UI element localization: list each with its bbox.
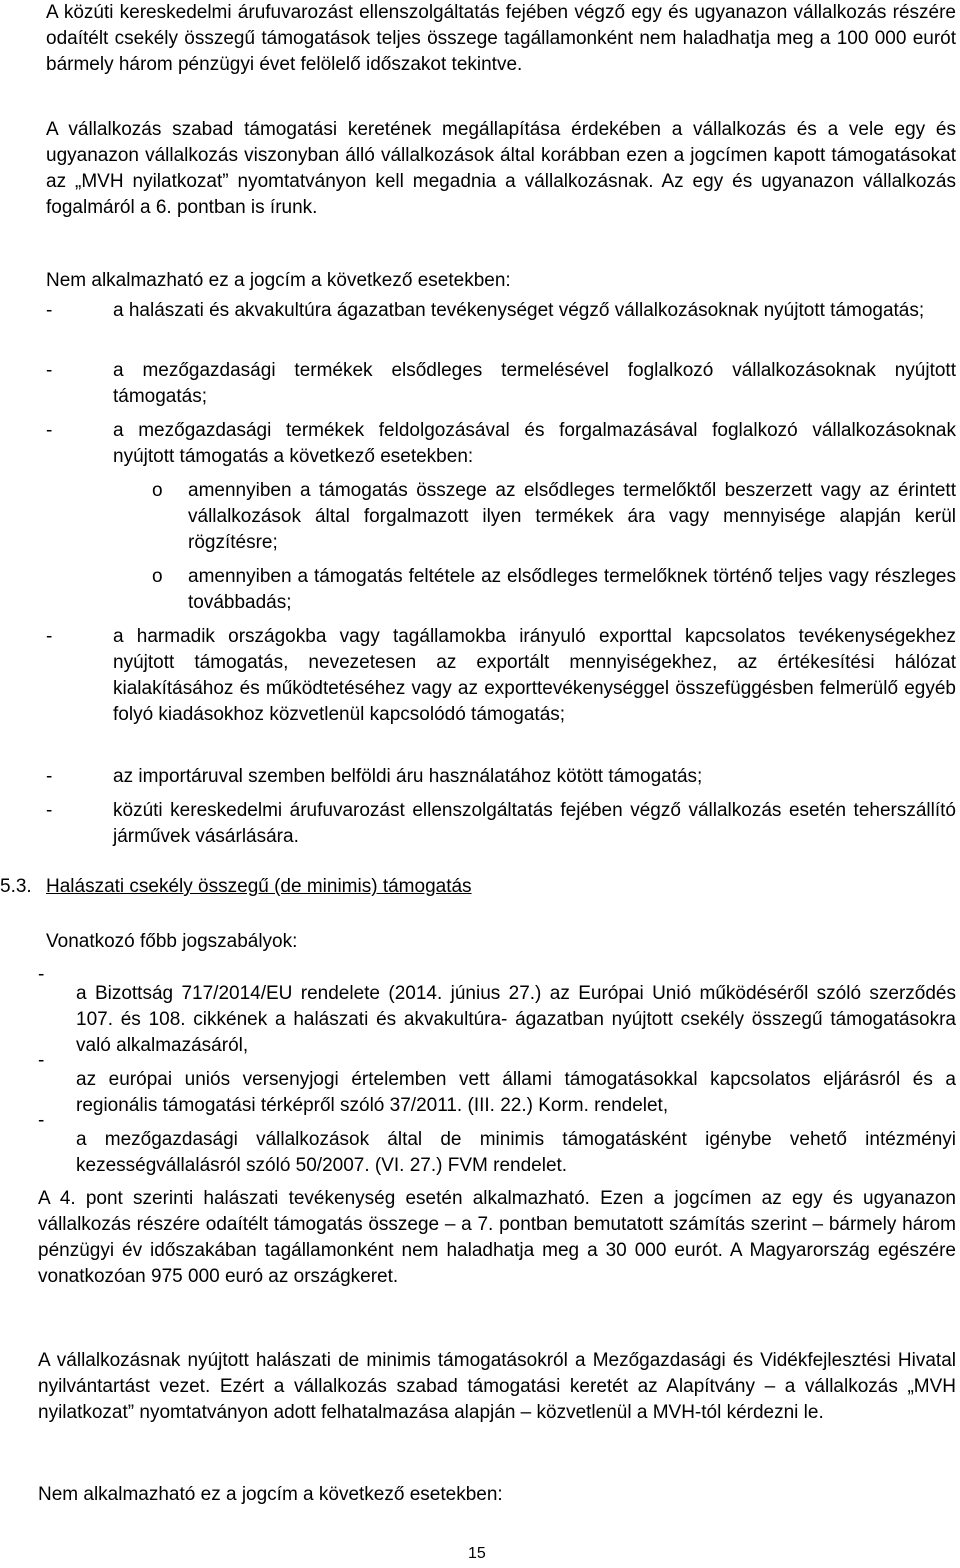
section-number: 5.3.	[0, 876, 32, 897]
list-dash: -	[46, 300, 53, 321]
sub-list-item: amennyiben a támogatás feltétele az elsődleges termelőknek történő teljes vagy részleges továbbadás;	[188, 566, 956, 613]
law-item: az európai uniós versenyjogi értelemben vett állami támogatásokkal kapcsolatos eljárásról és a regionális támogatási térképről szóló 37/2011. (III. 22.) Korm. rendelet,	[76, 1069, 956, 1116]
paragraph-exclusions-intro: Nem alkalmazható ez a jogcím a következő esetekben:	[38, 1484, 503, 1505]
list-item: az importáruval szemben belföldi áru használatához kötött támogatás;	[113, 766, 703, 787]
sub-bullet: o	[152, 480, 163, 501]
sub-list-item: amennyiben a támogatás összege az elsődleges termelőktől beszerzett vagy az érintett vállalkozások által forgalmazott ilyen termékek ára vagy mennyisége alapján kerül rögzítésre;	[188, 480, 956, 553]
paragraph-registry: A vállalkozásnak nyújtott halászati de minimis támogatásokról a Mezőgazdasági és Vidékfejlesztési Hivatal nyilvántartást vezet. Ezért a vállalkozás szabad támogatási keretét az Alapítvány – a vállalkozás „MVH nyilatkozat” nyomtatványon adott felhatalmazása alapján – közvetlenül a MVH-tól kérdezni le.	[38, 1350, 956, 1423]
list-dash: -	[38, 1110, 45, 1131]
law-item: a Bizottság 717/2014/EU rendelete (2014. június 27.) az Európai Unió működéséről szóló szerződés 107. és 108. cikkének a halászati és akvakultúra- ágazatban nyújtott csekély összegű támogatásokra való alkalmazásáról,	[76, 983, 956, 1056]
list-dash: -	[46, 800, 53, 821]
intro-paragraph-3: Nem alkalmazható ez a jogcím a következő esetekben:	[46, 270, 511, 291]
list-dash: -	[46, 420, 53, 441]
list-item: a halászati és akvakultúra ágazatban tevékenységet végző vállalkozásoknak nyújtott támogatás;	[113, 300, 925, 321]
list-dash: -	[38, 964, 45, 985]
intro-paragraph-1: A közúti kereskedelmi árufuvarozást ellenszolgáltatás fejében végző egy és ugyanazon vállalkozás részére odaítélt csekély összegű támogatások teljes összege tagállamonként nem haladhatja meg a 100 000 eurót bármely három pénzügyi évet felölelő időszakot tekintve.	[46, 2, 956, 75]
list-dash: -	[38, 1050, 45, 1071]
section-title: Halászati csekély összegű (de minimis) támogatás	[46, 876, 472, 897]
page-number: 15	[468, 1545, 486, 1562]
list-item: a mezőgazdasági termékek elsődleges termelésével foglalkozó vállalkozásoknak nyújtott támogatás;	[113, 360, 956, 407]
intro-paragraph-2: A vállalkozás szabad támogatási keretének megállapítása érdekében a vállalkozás és a vele egy és ugyanazon vállalkozás viszonyban álló vállalkozások által korábban ezen a jogcímen kapott támogatásokat az „MVH nyilatkozat” nyomtatványon kell megadnia a vállalkozásnak. Az egy és ugyanazon vállalkozás fogalmáról a 6. pontban is írunk.	[46, 119, 956, 218]
list-dash: -	[46, 626, 53, 647]
list-item: a harmadik országokba vagy tagállamokba irányuló exporttal kapcsolatos tevékenységekhez nyújtott támogatás, nevezetesen az exportált mennyiségekhez, az értékesítési hálózat kialakításához és működtetéséhez vagy az exporttevékenységgel összefüggésben felmerülő egyéb folyó kiadásokhoz közvetlenül kapcsolódó támogatás;	[113, 626, 956, 725]
laws-heading: Vonatkozó főbb jogszabályok:	[46, 931, 298, 952]
paragraph-eligibility: A 4. pont szerinti halászati tevékenység esetén alkalmazható. Ezen a jogcímen az egy és ugyanazon vállalkozás részére odaítélt támogatás összege – a 7. pontban bemutatott számítás szerint – bármely három pénzügyi év időszakában tagállamonként nem haladhatja meg a 30 000 eurót. A Magyarország egészére vonatkozóan 975 000 euró az országkeret.	[38, 1188, 956, 1287]
list-dash: -	[46, 766, 53, 787]
law-item: a mezőgazdasági vállalkozások által de minimis támogatásként igénybe vehető intézményi kezességvállalásról szóló 50/2007. (VI. 27.) FVM rendelet.	[76, 1129, 956, 1176]
sub-bullet: o	[152, 566, 163, 587]
list-item: a mezőgazdasági termékek feldolgozásával és forgalmazásával foglalkozó vállalkozásoknak nyújtott támogatás a következő esetekben:	[113, 420, 956, 467]
list-dash: -	[46, 360, 53, 381]
list-item: közúti kereskedelmi árufuvarozást ellenszolgáltatás fejében végző vállalkozás esetén teherszállító járművek vásárlására.	[113, 800, 956, 847]
